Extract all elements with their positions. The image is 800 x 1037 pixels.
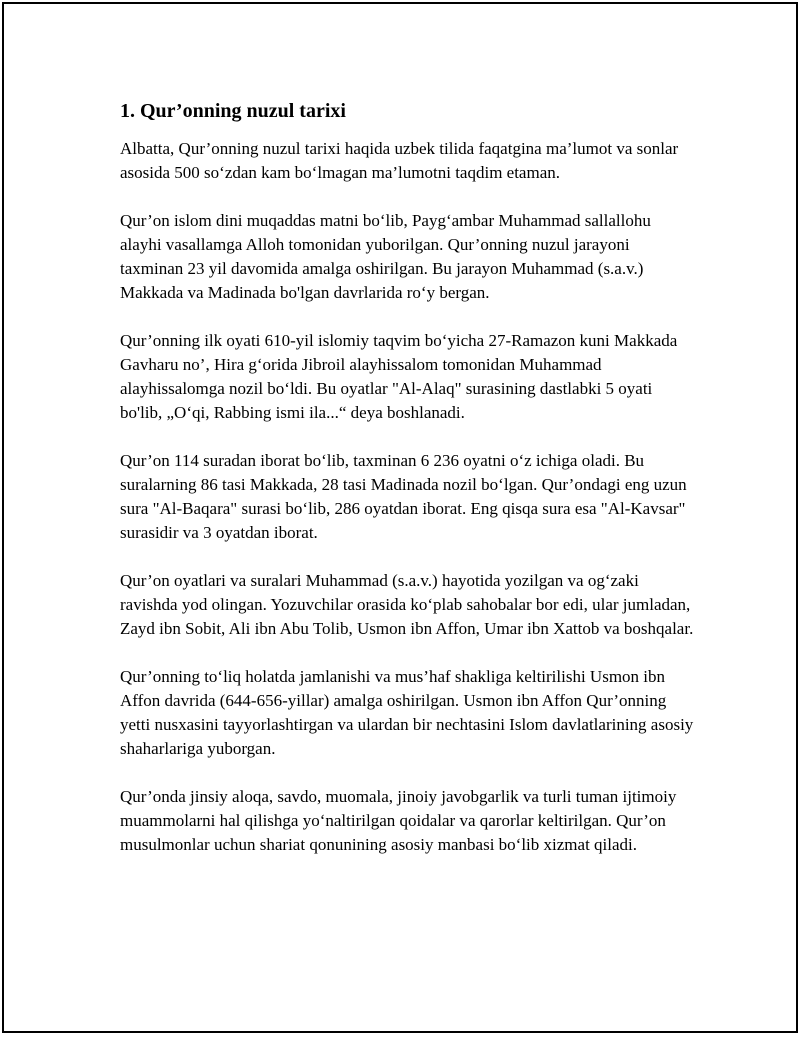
paragraph-structure: Qur’on 114 suradan iborat bo‘lib, taxminan 6 236 oyatni o‘z ichiga oladi. Bu suralarning 86 tasi Makkada, 28 tasi Madinada nozil bo‘lgan. Qur’ondagi eng uzun sura "Al-Baqara" surasi bo‘lib, 286 oyatdan iborat. Eng qisqa sura esa "Al-Kavsar" surasidir va 3 oyatdan iborat. [120, 451, 687, 542]
paragraph-intro: Albatta, Qur’onning nuzul tarixi haqida uzbek tilida faqatgina ma’lumot va sonlar asosida 500 so‘zdan kam bo‘lmagan ma’lumotni taqdim etaman. [120, 139, 679, 182]
paragraph-rulings: Qur’onda jinsiy aloqa, savdo, muomala, jinoiy javobgarlik va turli tuman ijtimoiy muammolarni hal qilishga yo‘naltirilgan qoidalar va qarorlar keltirilgan. Qur’on musulmonlar uchun shariat qonunining asosiy manbasi bo‘lib xizmat qiladi. [120, 787, 677, 854]
paragraph-recording: Qur’on oyatlari va suralari Muhammad (s.a.v.) hayotida yozilgan va og‘zaki ravishda yod olingan. Yozuvchilar orasida ko‘plab sahobalar bor edi, ular jumladan, Zayd ibn Sobit, Ali ibn Abu Tolib, Usmon ibn Affon, Umar ibn Xattob va boshqalar. [120, 571, 694, 638]
paragraph-first-verse: Qur’onning ilk oyati 610-yil islomiy taqvim bo‘yicha 27-Ramazon kuni Makkada Gavharu no’, Hira g‘orida Jibroil alayhissalom tomonidan Muhammad alayhissalomga nozil bo‘ldi. Bu oyatlar "Al-Alaq" surasining dastlabki 5 oyati bo'lib, „O‘qi, Rabbing ismi ila...“ deya boshlanadi. [120, 331, 678, 422]
paragraph-compilation: Qur’onning to‘liq holatda jamlanishi va mus’haf shakliga keltirilishi Usmon ibn Affon davrida (644-656-yillar) amalga oshirilgan. Usmon ibn Affon Qur’onning yetti nusxasini tayyorlashtirgan va ulardan bir nechtasini Islom davlatlarining asosiy shaharlariga yuborgan. [120, 667, 694, 758]
document-body [120, 97, 695, 881]
section-title: 1. Qur’onning nuzul tarixi [120, 100, 346, 122]
paragraph-revelation-overview: Qur’on islom dini muqaddas matni bo‘lib, Payg‘ambar Muhammad sallallohu alayhi vasallamga Alloh tomonidan yuborilgan. Qur’onning nuzul jarayoni taxminan 23 yil davomida amalga oshirilgan. Bu jarayon Muhammad (s.a.v.) Makkada va Madinada bo'lgan davrlarida ro‘y bergan. [120, 211, 651, 302]
document-page [2, 2, 798, 1033]
